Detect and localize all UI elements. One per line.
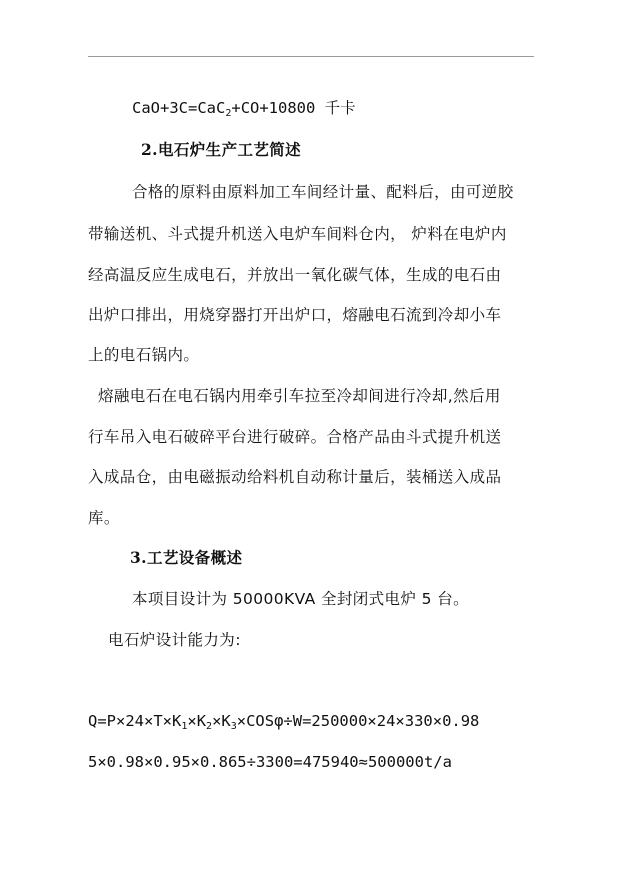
equation-prefix: CaO+3C=CaC	[132, 99, 226, 117]
paragraph-line: 库。	[88, 509, 120, 527]
paragraph-line: 经高温反应生成电石，并放出一氧化碳气体，生成的电石由	[88, 266, 502, 284]
paragraph-line: 入成品仓，由电磁振动给料机自动称计量后，装桶送入成品	[88, 468, 502, 486]
section-3-heading: 3.工艺设备概述	[130, 548, 243, 567]
equation-suffix: +CO+10800 千卡	[231, 99, 356, 117]
capacity-formula-line-1	[88, 711, 479, 731]
capacity-label: 电石炉设计能力为:	[108, 631, 241, 649]
section-2-heading: 2.电石炉生产工艺简述	[141, 140, 302, 159]
formula-part: ×COSφ÷W=250000×24×330×0.98	[236, 712, 480, 730]
paragraph-line: 熔融电石在电石锅内用牵引车拉至冷却间进行冷却,然后用	[98, 387, 501, 405]
paragraph-line: 带输送机、斗式提升机送入电炉车间料仓内， 炉料在电炉内	[88, 225, 507, 243]
formula-subscript: 2	[206, 721, 213, 732]
formula-part: ×K	[187, 712, 207, 730]
paragraph-line: 合格的原料由原料加工车间经计量、配料后，由可逆胶	[132, 183, 514, 201]
formula-subscript: 3	[230, 721, 237, 732]
project-intro: 本项目设计为 50000KVA 全封闭式电炉 5 台。	[132, 590, 470, 608]
capacity-formula-line-2: 5×0.98×0.95×0.865÷3300=475940≈500000t/a	[88, 753, 452, 771]
formula-part: Q=P×24×T×K	[88, 712, 182, 730]
equation-subscript: 2	[225, 108, 232, 119]
header-rule	[88, 56, 534, 57]
formula-subscript: 1	[181, 721, 188, 732]
paragraph-line: 行车吊入电石破碎平台进行破碎。合格产品由斗式提升机送	[88, 428, 502, 446]
reaction-equation	[132, 98, 356, 118]
formula-part: ×K	[212, 712, 231, 730]
paragraph-line: 上的电石锅内。	[88, 346, 200, 364]
paragraph-line: 出炉口排出，用烧穿器打开出炉口，熔融电石流到冷却小车	[88, 306, 502, 324]
